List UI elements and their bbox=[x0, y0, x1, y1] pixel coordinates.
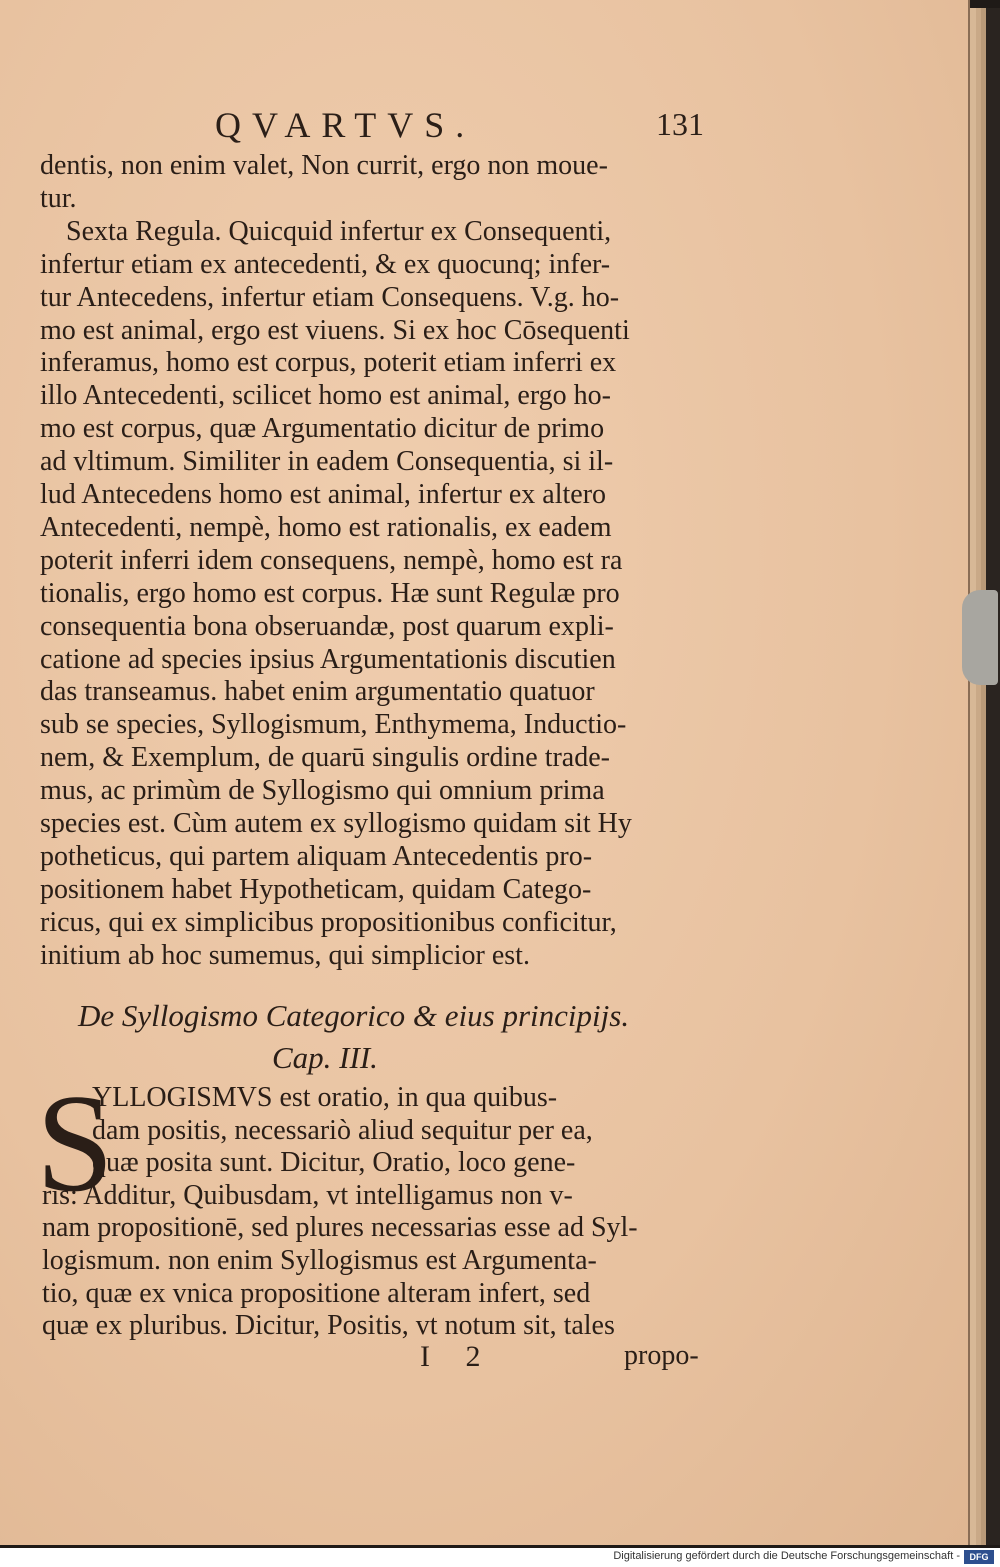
page-number: 131 bbox=[656, 106, 704, 142]
running-title: QVARTVS. bbox=[215, 105, 476, 145]
text-line: consequentia bona obseruandæ, post quarum expli- bbox=[40, 610, 614, 642]
text-line: illo Antecedenti, scilicet homo est animal, ergo ho- bbox=[40, 380, 612, 412]
text-line: Antecedenti, nempè, homo est rationalis, ex eadem bbox=[40, 511, 612, 543]
text-line: ricus, qui ex simplicibus propositionibus conficitur, bbox=[40, 906, 617, 938]
page-clip bbox=[962, 590, 998, 685]
text-line: potheticus, qui partem aliquam Antecedentis pro- bbox=[40, 840, 593, 872]
text-line: positionem habet Hypotheticam, quidam Catego- bbox=[40, 873, 592, 905]
text-line: poterit inferri idem consequens, nempè, homo est ra bbox=[40, 544, 623, 576]
catchword: propo- bbox=[624, 1340, 699, 1371]
text-line: das transeamus. habet enim argumentatio quatuor bbox=[40, 676, 595, 708]
text-line: inferamus, homo est corpus, poterit etiam inferri ex bbox=[40, 347, 617, 379]
text-line: Sexta Regula. Quicquid infertur ex Consequenti, bbox=[66, 215, 612, 247]
credit-bar bbox=[0, 1548, 1000, 1567]
text-line: lud Antecedens homo est animal, infertur ex altero bbox=[40, 479, 607, 510]
text-line: tur Antecedens, infertur etiam Consequens. V.g. ho- bbox=[40, 281, 620, 313]
text-line: nam propositionē, sed plures necessarias esse ad Syl- bbox=[42, 1212, 638, 1244]
text-line: dentis, non enim valet, Non currit, ergo non moue- bbox=[40, 150, 608, 181]
signature-mark: I 2 bbox=[420, 1340, 495, 1373]
text-line: nem, & Exemplum, de quarū singulis ordine trade- bbox=[40, 742, 610, 774]
text-line: ad vltimum. Similiter in eadem Consequentia, si il- bbox=[40, 446, 614, 478]
text-line: YLLOGISMVS est oratio, in qua quibus- bbox=[92, 1082, 558, 1113]
text-line: ris: Additur, Quibusdam, vt intelligamus non v- bbox=[42, 1179, 573, 1211]
chapter-label: Cap. III. bbox=[272, 1040, 378, 1075]
text-line: mo est animal, ergo est viuens. Si ex hoc Cōsequenti bbox=[40, 314, 630, 346]
text-line: logismum. non enim Syllogismus est Argumenta- bbox=[42, 1245, 597, 1276]
text-line: sub se species, Syllogismum, Enthymema, Inductio- bbox=[40, 709, 627, 741]
text-line: tionalis, ergo homo est corpus. Hæ sunt Regulæ pro bbox=[40, 577, 620, 609]
text-line: species est. Cùm autem ex syllogismo quidam sit Hy bbox=[40, 808, 632, 839]
credit-text: Digitalisierung gefördert durch die Deutsche Forschungsgemeinschaft - bbox=[613, 1550, 960, 1562]
dfg-logo: DFG bbox=[964, 1550, 994, 1564]
text-line: tur. bbox=[40, 182, 77, 214]
chapter-title: De Syllogismo Categorico & eius principijs. bbox=[78, 998, 630, 1033]
text-line: tio, quæ ex vnica propositione alteram infert, sed bbox=[42, 1277, 591, 1309]
text-line: dam positis, necessariò aliud sequitur per ea, bbox=[92, 1114, 593, 1146]
text-line: initium ab hoc sumemus, qui simplicior est. bbox=[40, 939, 530, 971]
text-line: quæ ex pluribus. Dicitur, Positis, vt notum sit, tales bbox=[42, 1310, 615, 1342]
text-line: infertur etiam ex antecedenti, & ex quocunq; infer- bbox=[40, 248, 611, 280]
text-line: quæ posita sunt. Dicitur, Oratio, loco gene- bbox=[92, 1147, 576, 1179]
text-line: mo est corpus, quæ Argumentatio dicitur de primo bbox=[40, 413, 605, 445]
text-line: catione ad species ipsius Argumentationis discutien bbox=[40, 643, 616, 675]
drop-cap: S bbox=[36, 1066, 114, 1221]
book-cover-edge bbox=[986, 8, 1000, 1545]
text-line: mus, ac primùm de Syllogismo qui omnium prima bbox=[40, 775, 605, 807]
